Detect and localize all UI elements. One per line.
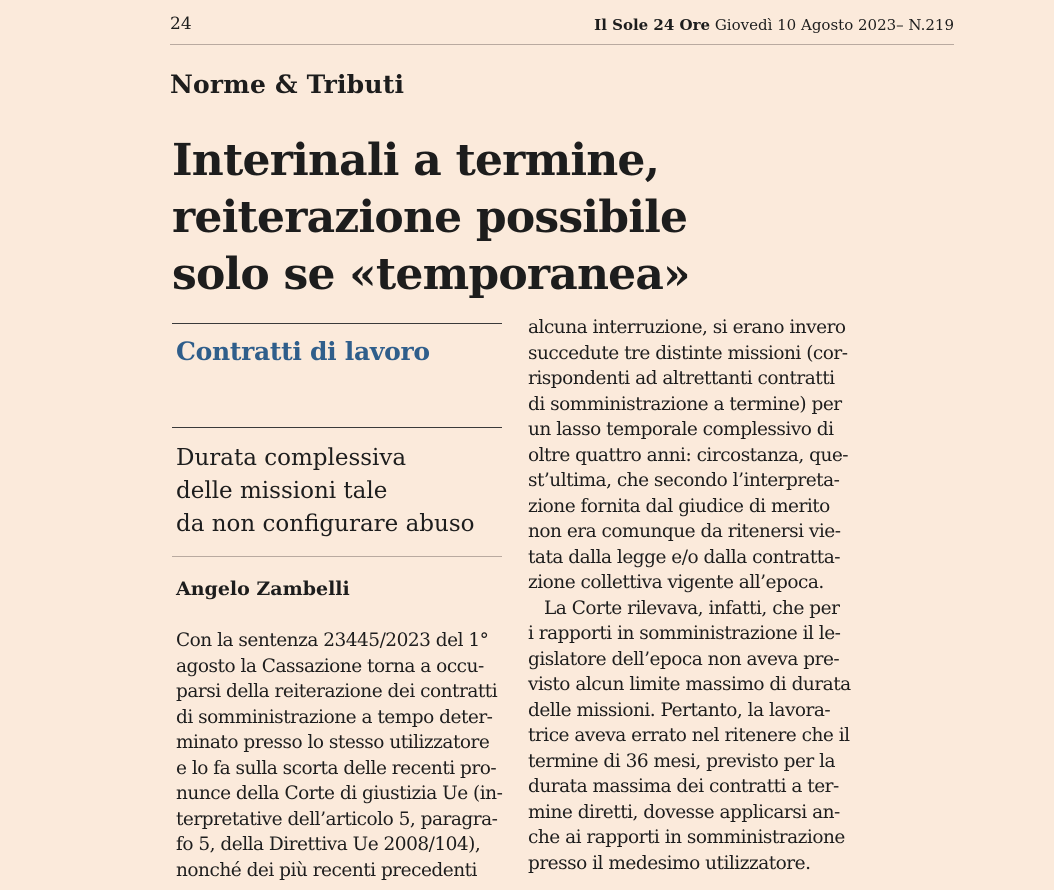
- summary-line: delle missioni tale: [176, 478, 388, 504]
- masthead: [594, 16, 954, 34]
- body-line: La Corte rilevava, infatti, che per: [544, 597, 840, 619]
- body-line: alcuna interruzione, si erano invero: [528, 317, 846, 338]
- body-line: tata dalla legge e/o dalla contratta-: [528, 546, 840, 568]
- author-top-rule: [172, 556, 502, 557]
- body-column-right: [528, 315, 851, 876]
- category-label: Contratti di lavoro: [176, 337, 430, 366]
- summary-line: da non configurare abuso: [176, 511, 475, 537]
- summary-top-rule: [172, 427, 502, 428]
- summary: [176, 442, 474, 541]
- body-line: termine di 36 mesi, previsto per la: [528, 750, 836, 772]
- body-line: durata massima dei contratti a ter-: [528, 776, 839, 797]
- body-line: visto alcun limite massimo di durata: [528, 674, 851, 695]
- section-title: Norme & Tributi: [170, 70, 405, 99]
- body-line: terpretative dell’articolo 5, paragra-: [176, 808, 498, 830]
- body-column-left: [176, 628, 502, 883]
- body-line: st’ultima, che secondo l’interpreta-: [528, 470, 840, 491]
- headline: [172, 132, 792, 303]
- newspaper-name: Il Sole 24 Ore: [594, 16, 711, 34]
- page-number: 24: [170, 14, 192, 34]
- summary-line: Durata complessiva: [176, 445, 407, 471]
- body-line: zione fornita dal giudice di merito: [528, 495, 830, 517]
- category-top-rule: [172, 323, 502, 324]
- body-line: trice aveva errato nel ritenere che il: [528, 725, 850, 746]
- issue-date: Giovedì 10 Agosto 2023– N.219: [714, 16, 954, 34]
- body-line: un lasso temporale complessivo di: [528, 419, 834, 440]
- body-line: di somministrazione a tempo deter-: [176, 706, 493, 728]
- body-line: presso il medesimo utilizzatore.: [528, 852, 811, 874]
- body-line: che ai rapporti in somministrazione: [528, 827, 845, 848]
- body-line: succedute tre distinte missioni (cor-: [528, 342, 848, 364]
- body-line: delle missioni. Pertanto, la lavora-: [528, 699, 831, 721]
- body-line: nonché dei più recenti precedenti: [176, 859, 477, 881]
- body-line: gislatore dell’epoca non aveva pre-: [528, 648, 840, 670]
- body-line: parsi della reiterazione dei contratti: [176, 681, 498, 702]
- body-line: di somministrazione a termine) per: [528, 393, 842, 415]
- body-line: mine diretti, dovesse applicarsi an-: [528, 801, 840, 823]
- body-line: nunce della Corte di giustizia Ue (in-: [176, 783, 503, 804]
- body-line: non era comunque da ritenersi vie-: [528, 521, 841, 542]
- body-line: rispondenti ad altrettanti contratti: [528, 368, 835, 389]
- body-line: fo 5, della Direttiva Ue 2008/104),: [176, 834, 481, 855]
- author-byline: Angelo Zambelli: [176, 578, 350, 600]
- headline-line: solo se «temporanea»: [172, 249, 690, 300]
- body-line: agosto la Cassazione torna a occu-: [176, 655, 484, 677]
- body-line: i rapporti in somministrazione il le-: [528, 623, 841, 644]
- headline-line: Interinali a termine,: [172, 135, 660, 186]
- header-divider: [170, 44, 954, 45]
- body-line: oltre quattro anni: circostanza, que-: [528, 444, 849, 466]
- headline-line: reiterazione possibile: [172, 192, 688, 243]
- body-line: minato presso lo stesso utilizzatore: [176, 732, 490, 753]
- body-line: zione collettiva vigente all’epoca.: [528, 572, 824, 593]
- body-line: e lo fa sulla scorta delle recenti pro-: [176, 757, 497, 779]
- body-line: Con la sentenza 23445/2023 del 1°: [176, 630, 489, 651]
